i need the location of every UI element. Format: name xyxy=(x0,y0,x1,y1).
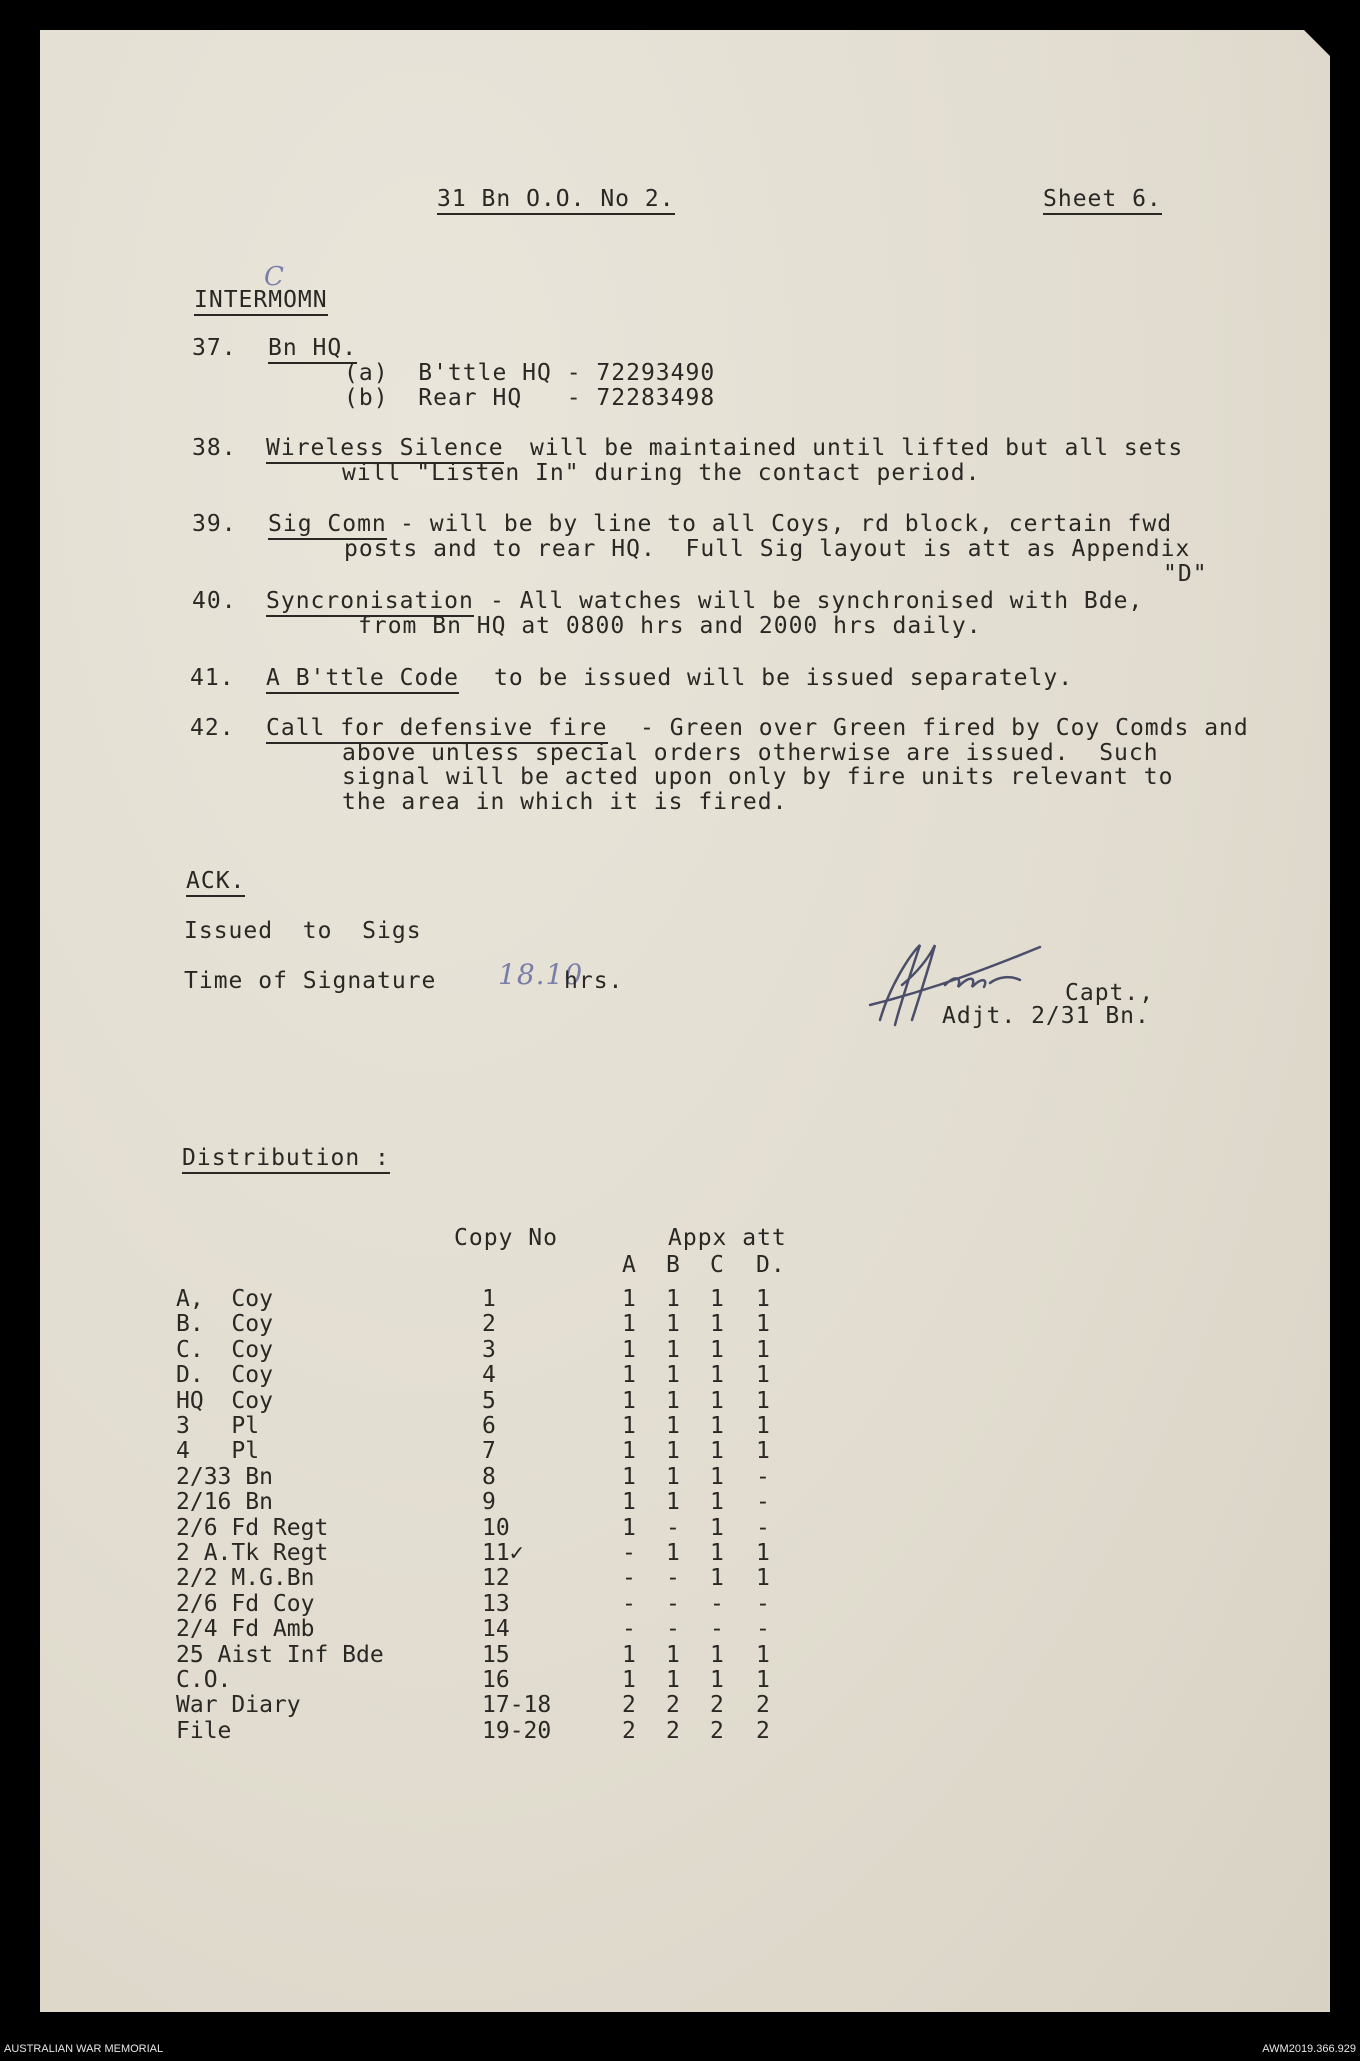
appendix-b: 1 xyxy=(666,1463,680,1490)
distribution-unit: 3 Pl xyxy=(176,1413,260,1439)
item-text: will be maintained until lifted but all sets xyxy=(530,435,1184,461)
handwritten-time: 18.10 xyxy=(498,958,584,991)
appendix-d: 1 xyxy=(756,1540,770,1566)
appendix-c: 1 xyxy=(710,1667,724,1693)
appendix-d: - xyxy=(756,1616,770,1643)
distribution-unit: D. Coy xyxy=(176,1362,273,1389)
item-text: - Green over Green fired by Coy Comds and xyxy=(640,715,1249,741)
item-line: (b) Rear HQ - 72283498 xyxy=(344,385,716,411)
appendix-a: 1 xyxy=(622,1489,636,1516)
appendix-a: 1 xyxy=(622,1336,636,1363)
item-line: will "Listen In" during the contact period. xyxy=(342,460,981,486)
folded-corner xyxy=(1304,30,1330,56)
appendix-c: 2 xyxy=(710,1717,724,1744)
item-heading: Bn HQ. xyxy=(268,335,357,364)
item-number: 39. xyxy=(192,511,237,537)
appendix-b: 1 xyxy=(666,1387,680,1414)
distribution-unit: C.O. xyxy=(176,1667,232,1693)
order-title: 31 Bn O.O. No 2. xyxy=(437,186,675,215)
distribution-unit: 2/6 Fd Coy xyxy=(176,1590,315,1617)
distribution-unit: A, Coy xyxy=(176,1286,273,1312)
item-heading: Sig Comn xyxy=(268,511,387,540)
appendix-d: 1 xyxy=(756,1387,770,1414)
appendix-a: 1 xyxy=(622,1387,636,1414)
appendix-c: 1 xyxy=(710,1514,724,1541)
item-number: 37. xyxy=(192,335,237,361)
appendix-c: 1 xyxy=(710,1413,724,1439)
appendix-c: 1 xyxy=(710,1438,724,1465)
appendix-a: 1 xyxy=(622,1667,636,1693)
copy-number: 19-20 xyxy=(482,1717,552,1744)
appendix-c: 1 xyxy=(710,1463,724,1490)
item-line: posts and to rear HQ. Full Sig layout is att as Appendix xyxy=(344,536,1191,562)
appendix-c: - xyxy=(710,1590,724,1617)
item-line: the area in which it is fired. xyxy=(342,789,788,815)
appendix-b: 1 xyxy=(666,1438,680,1465)
item-line: above unless special orders otherwise are issued. Such xyxy=(342,740,1159,766)
copy-number: 9 xyxy=(482,1489,496,1516)
appendix-a: - xyxy=(622,1565,636,1592)
appendix-b: 2 xyxy=(666,1717,680,1744)
item-heading: A B'ttle Code xyxy=(266,665,459,694)
item-heading: Syncronisation xyxy=(266,588,474,617)
appendix-a: - xyxy=(622,1616,636,1643)
appendix-d: - xyxy=(756,1590,770,1617)
handwritten-correction: C xyxy=(264,262,285,292)
appendix-a: - xyxy=(622,1590,636,1617)
footer-source: AUSTRALIAN WAR MEMORIAL xyxy=(4,2043,164,2055)
appendix-b: 1 xyxy=(666,1667,680,1693)
appendix-c: 2 xyxy=(710,1692,724,1719)
appendix-a: 2 xyxy=(622,1692,636,1719)
item-line: signal will be acted upon only by fire units relevant to xyxy=(342,764,1174,790)
distribution-unit: B. Coy xyxy=(176,1311,273,1338)
appendix-d: 1 xyxy=(756,1565,770,1592)
appendix-a: 1 xyxy=(622,1362,636,1389)
copy-number: 13 xyxy=(482,1590,510,1617)
item-number: 42. xyxy=(190,715,235,741)
copy-number: 5 xyxy=(482,1387,496,1414)
copy-no-header: Copy No xyxy=(454,1225,558,1251)
item-number: 40. xyxy=(192,588,237,614)
item-heading: Call for defensive fire xyxy=(266,715,608,744)
copy-number: 15 xyxy=(482,1641,510,1668)
copy-number: 6 xyxy=(482,1413,496,1439)
appendix-b: - xyxy=(666,1590,680,1617)
appendix-d: 1 xyxy=(756,1438,770,1465)
appendix-b: - xyxy=(666,1616,680,1643)
copy-number: 14 xyxy=(482,1616,510,1643)
appendix-c: 1 xyxy=(710,1362,724,1389)
appendix-b: 1 xyxy=(666,1540,680,1566)
appendix-c: 1 xyxy=(710,1336,724,1363)
distribution-unit: 2/6 Fd Regt xyxy=(176,1514,329,1541)
appendix-b: 1 xyxy=(666,1286,680,1312)
copy-number: 17-18 xyxy=(482,1692,552,1719)
distribution-unit: War Diary xyxy=(176,1692,301,1719)
appendix-a: 2 xyxy=(622,1717,636,1744)
appendix-c: 1 xyxy=(710,1565,724,1592)
item-text: to be issued will be issued separately. xyxy=(494,665,1074,691)
appendix-c: 1 xyxy=(710,1489,724,1516)
copy-number: 7 xyxy=(482,1438,496,1465)
issued-to: Issued to Sigs xyxy=(184,918,422,944)
time-unit: hrs. xyxy=(564,968,624,994)
appendix-b: 1 xyxy=(666,1362,680,1389)
appendix-a: 1 xyxy=(622,1514,636,1541)
appendix-c: 1 xyxy=(710,1286,724,1312)
appendix-b: 1 xyxy=(666,1311,680,1338)
footer-accession: AWM2019.366.929 xyxy=(1262,2043,1356,2055)
item-line: (a) B'ttle HQ - 72293490 xyxy=(344,360,716,386)
appendix-a: - xyxy=(622,1540,636,1566)
appendix-b: 1 xyxy=(666,1489,680,1516)
appendix-d: 1 xyxy=(756,1413,770,1439)
appendix-d: 1 xyxy=(756,1362,770,1389)
copy-number: 4 xyxy=(482,1362,496,1389)
signature-rank: Capt., xyxy=(1065,980,1155,1006)
col-c-header: C xyxy=(710,1252,725,1278)
item-line: "D" xyxy=(1163,561,1208,587)
item-line: from Bn HQ at 0800 hrs and 2000 hrs daily. xyxy=(358,613,982,639)
distribution-unit: 4 Pl xyxy=(176,1438,260,1465)
appendix-c: 1 xyxy=(710,1311,724,1338)
item-text: - will be by line to all Coys, rd block, certain fwd xyxy=(400,511,1173,537)
appendix-d: 2 xyxy=(756,1717,770,1744)
distribution-unit: 2/33 Bn xyxy=(176,1463,273,1490)
appendix-d: 1 xyxy=(756,1286,770,1312)
appendix-c: 1 xyxy=(710,1387,724,1414)
time-of-signature-label: Time of Signature xyxy=(184,968,437,994)
copy-number: 1 xyxy=(482,1286,496,1312)
appendix-c: 1 xyxy=(710,1540,724,1566)
appendix-a: 1 xyxy=(622,1413,636,1439)
appendix-a: 1 xyxy=(622,1438,636,1465)
copy-number: 8 xyxy=(482,1463,496,1490)
distribution-unit: File xyxy=(176,1717,232,1744)
item-number: 41. xyxy=(190,665,235,691)
ack-label: ACK. xyxy=(186,868,245,897)
distribution-unit: 2/2 M.G.Bn xyxy=(176,1565,315,1592)
distribution-unit: 2/4 Fd Amb xyxy=(176,1616,315,1643)
appendix-a: 1 xyxy=(622,1286,636,1312)
distribution-unit: HQ Coy xyxy=(176,1387,273,1414)
col-d-header: D. xyxy=(756,1252,786,1278)
appendix-b: - xyxy=(666,1514,680,1541)
copy-number: 3 xyxy=(482,1336,496,1363)
appendix-b: 2 xyxy=(666,1692,680,1719)
appendix-d: - xyxy=(756,1489,770,1516)
item-heading: Wireless Silence xyxy=(266,435,504,464)
appendix-b: 1 xyxy=(666,1641,680,1668)
appendix-b: 1 xyxy=(666,1413,680,1439)
col-a-header: A xyxy=(622,1252,637,1278)
appendix-d: 1 xyxy=(756,1667,770,1693)
copy-number: 12 xyxy=(482,1565,510,1592)
appendix-c: 1 xyxy=(710,1641,724,1668)
copy-number: 10 xyxy=(482,1514,510,1541)
distribution-unit: 2 A.Tk Regt xyxy=(176,1540,329,1566)
appendix-d: 2 xyxy=(756,1692,770,1719)
col-b-header: B xyxy=(666,1252,681,1278)
signature-appointment: Adjt. 2/31 Bn. xyxy=(942,1003,1150,1029)
appx-att-header: Appx att xyxy=(668,1225,787,1251)
appendix-b: 1 xyxy=(666,1336,680,1363)
section-title: INTERMOMN xyxy=(194,287,328,316)
copy-number: 2 xyxy=(482,1311,496,1338)
appendix-a: 1 xyxy=(622,1463,636,1490)
appendix-a: 1 xyxy=(622,1311,636,1338)
copy-number: 16 xyxy=(482,1667,510,1693)
distribution-unit: 25 Aist Inf Bde xyxy=(176,1641,384,1668)
appendix-d: 1 xyxy=(756,1336,770,1363)
appendix-b: - xyxy=(666,1565,680,1592)
appendix-d: 1 xyxy=(756,1311,770,1338)
appendix-d: 1 xyxy=(756,1641,770,1668)
item-number: 38. xyxy=(192,435,237,461)
distribution-title: Distribution : xyxy=(182,1145,390,1174)
appendix-c: - xyxy=(710,1616,724,1643)
appendix-d: - xyxy=(756,1463,770,1490)
distribution-unit: C. Coy xyxy=(176,1336,273,1363)
distribution-unit: 2/16 Bn xyxy=(176,1489,273,1516)
appendix-d: - xyxy=(756,1514,770,1541)
sheet-number: Sheet 6. xyxy=(1043,186,1162,215)
copy-number: 11✓ xyxy=(482,1540,524,1566)
appendix-a: 1 xyxy=(622,1641,636,1668)
item-text: - All watches will be synchronised with Bde, xyxy=(490,588,1144,614)
